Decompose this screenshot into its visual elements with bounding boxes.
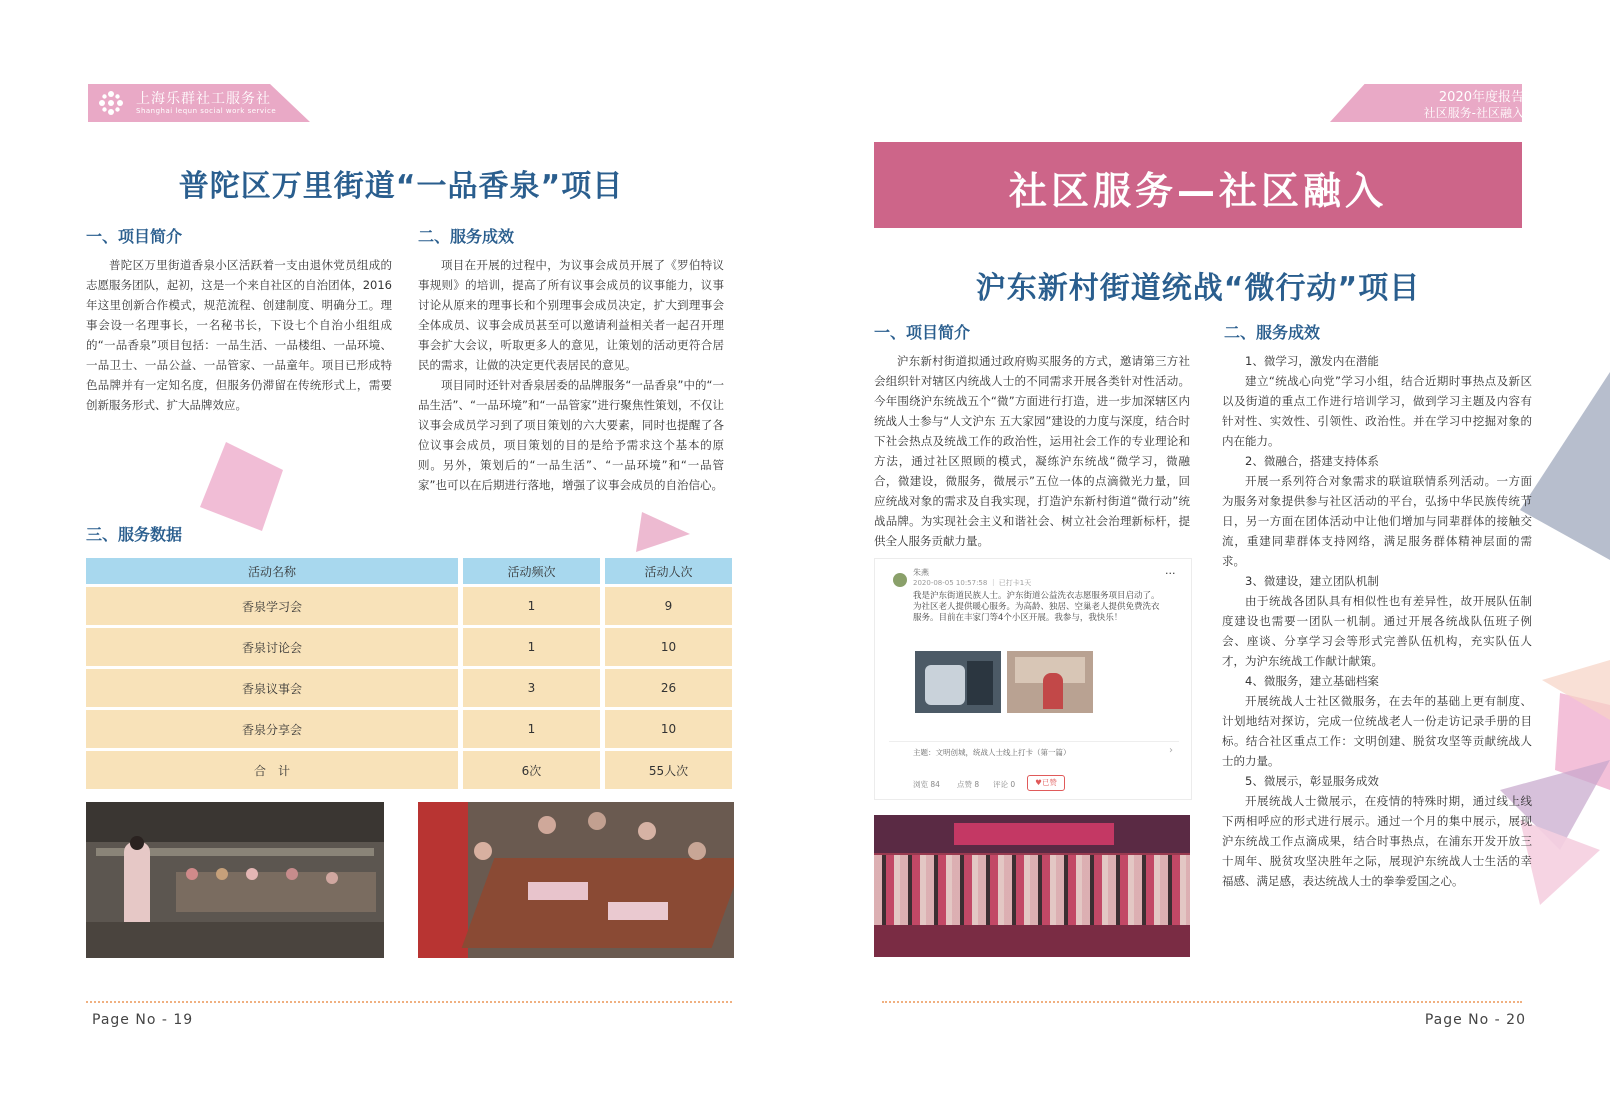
table-row <box>86 587 732 625</box>
deco-gray-triangle <box>1520 372 1610 560</box>
column-header: 活动人次 <box>605 558 732 584</box>
group-photo <box>874 815 1190 957</box>
cell-attendance: 9 <box>605 587 732 625</box>
result-subheading: 5、微展示，彰显服务成效 <box>1245 774 1379 788</box>
chevron-right-icon[interactable]: › <box>1169 745 1173 756</box>
intro-text-right: 沪东新村街道拟通过政府购买服务的方式，邀请第三方社会组织针对辖区内统战人士的不同需求开展各类针对性活动。今年围绕沪东统战五个“微”方面进行打造，进一步加深辖区内统战人士参与“人文沪东 五大家园”建设的力度与深度，结合时下社会热点及统战工作的政治性，运用社会工作的专业理论和方法，通过社区照顾的模式，凝练沪东统战“微学习，微融合，微建设，微服务，微展示”五位一体的点滴微光力量，回应统战对象的需求及自我实现，打造沪东新村街道“微行动”统战品牌。为实现社会主义和谐社会、树立社会治理新标杆，提供全人服务贡献力量。 <box>874 354 1190 548</box>
cell-frequency: 1 <box>463 587 605 625</box>
section-heading-data: 三、服务数据 <box>86 525 183 544</box>
post-image[interactable] <box>915 651 1001 713</box>
column-header: 活动频次 <box>463 558 605 584</box>
column-header: 活动名称 <box>86 558 463 584</box>
cell-frequency: 1 <box>463 628 605 666</box>
cell-attendance: 10 <box>605 710 732 748</box>
cell-total-frequency: 6次 <box>463 751 605 789</box>
service-data-table <box>86 555 732 792</box>
post-image[interactable] <box>1007 651 1093 713</box>
result-text: 建立“统战心向党”学习小组，结合近期时事热点及新区以及街道的重点工作进行培训学习，做到学习主题及内容有针对性、实效性、引领性、政治性。并在学习中挖掘对象的内在能力。 <box>1222 374 1532 448</box>
page-number-left: Page No - 19 <box>92 1012 194 1028</box>
table-header-row <box>86 558 732 584</box>
footer-divider-left <box>86 1001 732 1003</box>
result-text: 开展统战人士社区微服务，在去年的基础上更有制度、计划地结对探访，完成一位统战老人一份走访记录手册的目标。结合社区重点工作：文明创建、脱贫攻坚等贡献统战人士的力量。 <box>1222 694 1532 768</box>
result-subheading: 1、微学习，激发内在潜能 <box>1245 354 1379 368</box>
cell-attendance: 26 <box>605 669 732 707</box>
section-heading-intro: 一、项目简介 <box>86 227 183 246</box>
table-row <box>86 628 732 666</box>
result-subheading: 2、微融合，搭建支持体系 <box>1245 454 1379 468</box>
more-icon[interactable]: ··· <box>1165 567 1176 580</box>
cell-activity: 香泉学习会 <box>86 587 463 625</box>
cell-activity: 香泉议事会 <box>86 669 463 707</box>
result-subheading: 4、微服务，建立基础档案 <box>1245 674 1379 688</box>
org-name-en: Shanghai lequn social work service <box>136 107 277 115</box>
org-name-cn: 上海乐群社工服务社 <box>136 91 271 107</box>
activity-photo-meeting <box>418 802 734 958</box>
section-heading-results-right: 二、服务成效 <box>1224 323 1321 342</box>
deco-pink-diamond <box>200 442 283 531</box>
cell-frequency: 3 <box>463 669 605 707</box>
cell-frequency: 1 <box>463 710 605 748</box>
page-title-right: 沪东新村街道统战“微行动”项目 <box>975 271 1421 306</box>
liked-button[interactable] <box>1027 775 1065 791</box>
page-title-left: 普陀区万里街道“一品香泉”项目 <box>178 169 624 204</box>
activity-photo-lecture <box>86 802 384 958</box>
cell-total-label: 合 计 <box>86 751 463 789</box>
liked-label: 已赞 <box>1041 778 1057 787</box>
report-year: 2020年度报告 <box>1438 90 1524 105</box>
post-comments: 评论 0 <box>993 780 1016 789</box>
table-total-row <box>86 751 732 789</box>
cell-total-attendance: 55人次 <box>605 751 732 789</box>
post-user: 朱燕 <box>913 568 929 577</box>
result-subheading: 3、微建设，建立团队机制 <box>1245 574 1379 588</box>
section-banner-title: 社区服务—社区融入 <box>1008 169 1387 213</box>
deco-pink-triangle <box>636 512 690 552</box>
cell-activity: 香泉分享会 <box>86 710 463 748</box>
social-post-card <box>874 558 1192 800</box>
result-text: 由于统战各团队具有相似性也有差异性，故开展队伍制度建设也需要一团队一机制。通过开展各统战队伍班子例会、座谈、分享学习会等形式完善队伍机构，充实队伍人才，为沪东统战工作献计献策。 <box>1222 594 1532 668</box>
page-number-right: Page No - 20 <box>1424 1012 1526 1028</box>
result-text: 开展一系列符合对象需求的联谊联情系列活动。一方面为服务对象提供参与社区活动的平台，弘扬中华民族传统节日，另一方面在团体活动中让他们增加与同辈群体的接触交流，重建同辈群体支持网络，满足服务群体精神层面的需求。 <box>1222 474 1532 568</box>
results-text: 项目在开展的过程中，为议事会成员开展了《罗伯特议事规则》的培训，提高了所有议事会成员的议事能力，议事讨论从原来的理事长和个别理事会成员决定，扩大到理事会全体成员、议事会成员甚至可以邀请利益相关者一起召开理事会扩大会议，听取更多人的意见，让策划的活动更符合居民的需求，让做的决定更代表居民的意见。 项目同时还针对香泉居委的品牌服务“一品香泉”中的“一品生活”、“一品环境”和“一品管家”进行聚焦性策划，不仅让议事会成员学习到了项目策划的六大要素，同时也提醒了各位议事会成员，项目策划的目的是给予需求这个基本的原则。另外，策划后的“一品生活”、“一品环境”和“一品管家”也可以在后期进行落地，增强了议事会成员的自治信心。 <box>418 258 724 492</box>
footer-divider-right <box>882 1001 1522 1003</box>
cell-attendance: 10 <box>605 628 732 666</box>
post-likes: 点赞 8 <box>957 780 980 789</box>
post-views: 浏览 84 <box>913 780 940 789</box>
avatar <box>893 573 907 587</box>
table-row <box>86 669 732 707</box>
heart-icon: ♥ <box>1035 778 1042 787</box>
table-row <box>86 710 732 748</box>
post-topic[interactable]: 主题：文明创城，统战人士线上打卡（第一篇） <box>913 748 1071 757</box>
cell-activity: 香泉讨论会 <box>86 628 463 666</box>
intro-text: 普陀区万里街道香泉小区活跃着一支由退休党员组成的志愿服务团队，起初，这是一个来自社区的自治团体，2016年这里创新合作模式，规范流程、创建制度、明确分工。理事会设一名理事长，一名秘书长，下设七个自治小组组成的“一品香泉”项目包括：一品生活、一品楼组、一品环境、一品卫士、一品公益、一品管家、一品童年。项目已形成特色品牌并有一定知名度，但服务仍滞留在传统形式上，需要创新服务形式、扩大品牌效应。 <box>86 258 392 412</box>
logo-flower-icon <box>96 88 126 118</box>
result-text: 开展统战人士微展示，在疫情的特殊时期，通过线上线下两相呼应的形式进行展示。通过一个月的集中展示，展现沪东统战工作点滴成果，结合时事热点，在浦东开发开放三十周年、脱贫攻坚决胜年之际，展现沪东统战人士生活的幸福感、满足感，表达统战人士的拳拳爱国之心。 <box>1222 794 1532 888</box>
post-text: 我是沪东街道民族人士。沪东街道公益洗衣志愿服务项目启动了。为社区老人提供暖心服务。为高龄、独居、空巢老人提供免费洗衣服务。目前在丰家门等4个小区开展。我参与，我快乐！ <box>913 591 1160 623</box>
results-list-right <box>1222 351 1532 891</box>
section-heading-intro-right: 一、项目简介 <box>874 323 971 342</box>
section-heading-results: 二、服务成效 <box>418 227 515 246</box>
report-section: 社区服务-社区融入 <box>1423 106 1524 120</box>
post-meta: 2020-08-05 10:57:58 ｜ 已打卡1天 <box>913 579 1032 587</box>
